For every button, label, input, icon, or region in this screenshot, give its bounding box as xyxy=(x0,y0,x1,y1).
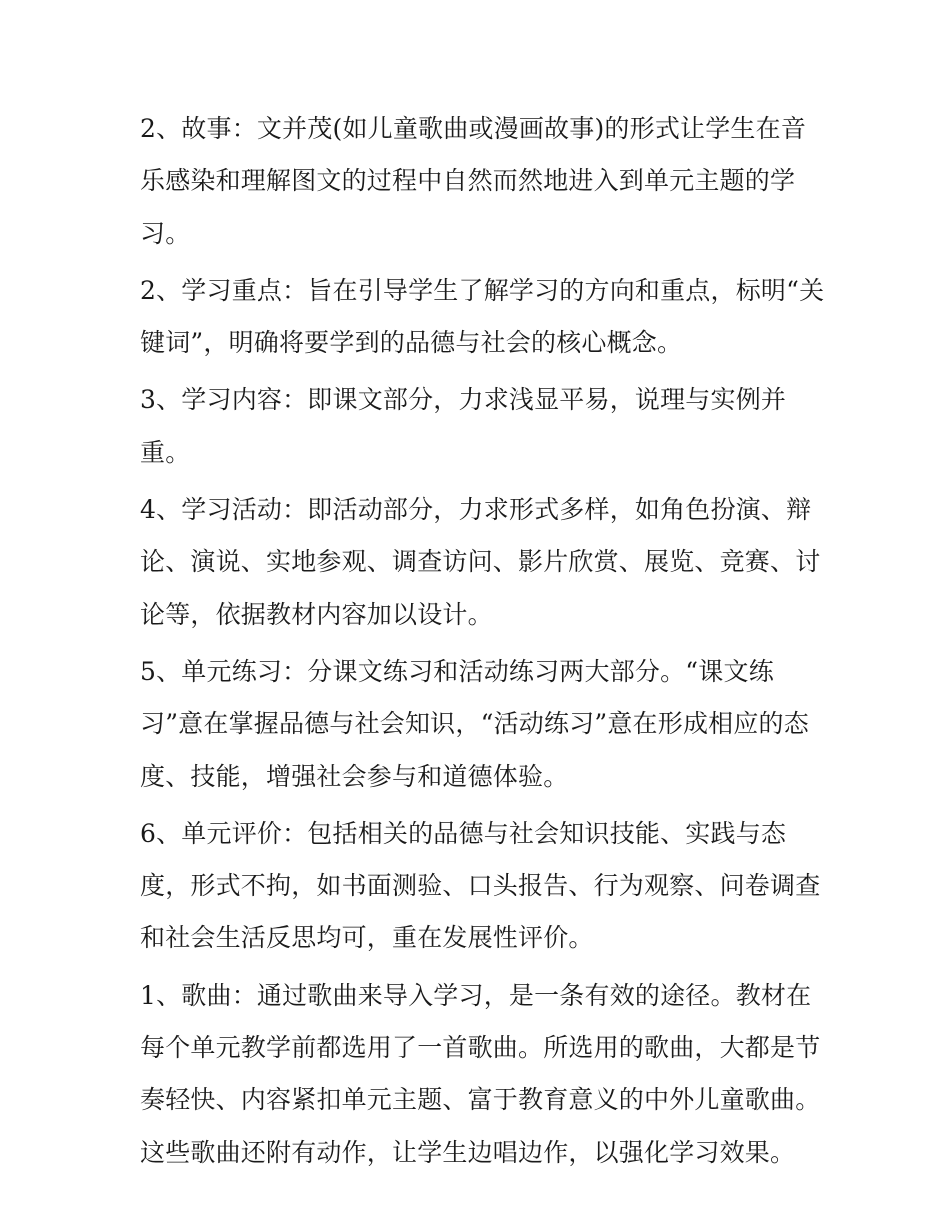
paragraph-unit-evaluation xyxy=(140,808,820,965)
paragraph-story xyxy=(140,103,820,260)
paragraph-line: 乐感染和理解图文的过程中自然而然地进入到单元主题的学 xyxy=(140,166,796,196)
paragraph-line: 每个单元教学前都选用了一首歌曲。所选用的歌曲，大都是节 xyxy=(140,1033,821,1063)
paragraph-learning-activities xyxy=(140,484,820,641)
paragraph-line: 2、学习重点：旨在引导学生了解学习的方向和重点，标明“关 xyxy=(140,275,825,305)
paragraph-line: 度，形式不拘，如书面测验、口头报告、行为观察、问卷调查 xyxy=(140,871,821,901)
document-body xyxy=(140,103,825,1184)
paragraph-line: 2、故事：文并茂(如儿童歌曲或漫画故事)的形式让学生在音 xyxy=(140,114,807,143)
paragraph-line: 和社会生活反思均可，重在发展性评价。 xyxy=(140,923,594,953)
paragraph-line: 论、演说、实地参观、调查访问、影片欣赏、展览、竞赛、讨 xyxy=(140,547,821,577)
paragraph-line: 奏轻快、内容紧扣单元主题、富于教育意义的中外儿童歌曲。 xyxy=(140,1085,821,1115)
paragraph-songs xyxy=(140,970,820,1179)
paragraph-line: 重。 xyxy=(140,437,191,467)
paragraph-line: 习”意在掌握品德与社会知识，“活动练习”意在形成相应的态 xyxy=(140,709,809,739)
paragraph-unit-exercises xyxy=(140,646,820,803)
paragraph-line: 这些歌曲还附有动作，让学生边唱边作，以强化学习效果。 xyxy=(140,1137,796,1167)
paragraph-line: 6、单元评价：包括相关的品德与社会知识技能、实践与态 xyxy=(140,818,787,848)
paragraph-learning-focus xyxy=(140,265,825,370)
paragraph-line: 1、歌曲：通过歌曲来导入学习，是一条有效的途径。教材在 xyxy=(140,980,812,1010)
paragraph-learning-content xyxy=(140,374,820,479)
paragraph-line: 度、技能，增强社会参与和道德体验。 xyxy=(140,761,569,791)
paragraph-line: 3、学习内容：即课文部分，力求浅显平易，说理与实例并 xyxy=(140,385,787,415)
paragraph-line: 5、单元练习：分课文练习和活动练习两大部分。“课文练 xyxy=(140,656,774,686)
paragraph-line: 论等，依据教材内容加以设计。 xyxy=(140,599,493,629)
paragraph-line: 4、学习活动：即活动部分，力求形式多样，如角色扮演、辩 xyxy=(140,495,812,525)
paragraph-line: 键词”，明确将要学到的品德与社会的核心概念。 xyxy=(140,328,683,358)
paragraph-line: 习。 xyxy=(140,218,191,248)
